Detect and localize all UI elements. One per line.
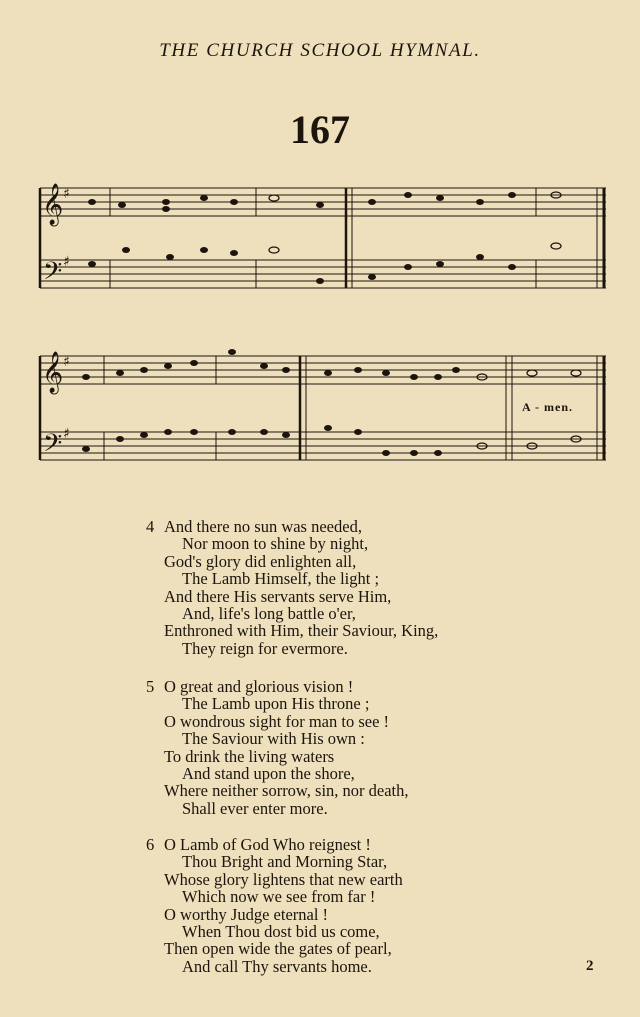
- verse-line: O worthy Judge eternal !: [164, 904, 329, 924]
- verse-line: Nor moon to shine by night,: [182, 534, 369, 554]
- svg-text:𝄞: 𝄞: [42, 352, 64, 393]
- svg-text:𝄢: 𝄢: [43, 429, 63, 464]
- verse-line: The Lamb Himself, the light ;: [182, 569, 380, 589]
- verse-line: The Saviour with His own :: [182, 729, 365, 749]
- verse-line: And call Thy servants home.: [182, 956, 372, 976]
- verse-number: 4: [146, 517, 155, 536]
- svg-text:♯: ♯: [63, 186, 70, 202]
- verse-line: Where neither sorrow, sin, nor death,: [164, 781, 409, 801]
- verse-line: Then open wide the gates of pearl,: [164, 939, 392, 959]
- verse-line: And stand upon the shore,: [182, 763, 355, 783]
- verse-6: [146, 836, 566, 975]
- svg-text:𝄞: 𝄞: [42, 184, 64, 225]
- verse-line: When Thou dost bid us come,: [182, 921, 380, 941]
- verse-line: And there no sun was needed,: [164, 517, 362, 536]
- verse-line: Whose glory lightens that new earth: [164, 869, 403, 889]
- hymn-number: 167: [290, 107, 350, 152]
- verse-line: Which now we see from far !: [182, 887, 376, 907]
- page-header: THE CHURCH SCHOOL HYMNAL.: [159, 40, 481, 61]
- verse-line: The Lamb upon His throne ;: [182, 694, 370, 714]
- verse-line: They reign for evermore.: [182, 638, 348, 658]
- svg-text:♯: ♯: [63, 254, 70, 270]
- verse-number: 5: [146, 677, 155, 696]
- verse-line: And, life's long battle o'er,: [182, 603, 356, 623]
- verse-5: [146, 678, 566, 817]
- verse-4: [146, 518, 566, 657]
- verse-number: 6: [146, 835, 155, 854]
- verse-line: To drink the living waters: [164, 746, 335, 766]
- score-system-1-svg: [36, 178, 616, 298]
- verse-line: Shall ever enter more.: [182, 798, 328, 818]
- verse-line: God's glory did enlighten all,: [164, 551, 357, 571]
- amen-lyric: A - men.: [522, 400, 573, 414]
- verse-line: O great and glorious vision !: [164, 677, 354, 696]
- verse-line: Enthroned with Him, their Saviour, King,: [164, 621, 439, 641]
- verse-line: And there His servants serve Him,: [164, 586, 392, 606]
- verse-line: O wondrous sight for man to see !: [164, 711, 390, 731]
- svg-text:𝄢: 𝄢: [43, 257, 63, 292]
- music-system-1: [36, 178, 616, 298]
- page-number: 2: [586, 958, 594, 974]
- verse-line: Thou Bright and Morning Star,: [182, 852, 388, 872]
- svg-text:♯: ♯: [63, 354, 70, 370]
- verse-line: O Lamb of God Who reignest !: [164, 835, 371, 854]
- svg-text:♯: ♯: [63, 426, 70, 442]
